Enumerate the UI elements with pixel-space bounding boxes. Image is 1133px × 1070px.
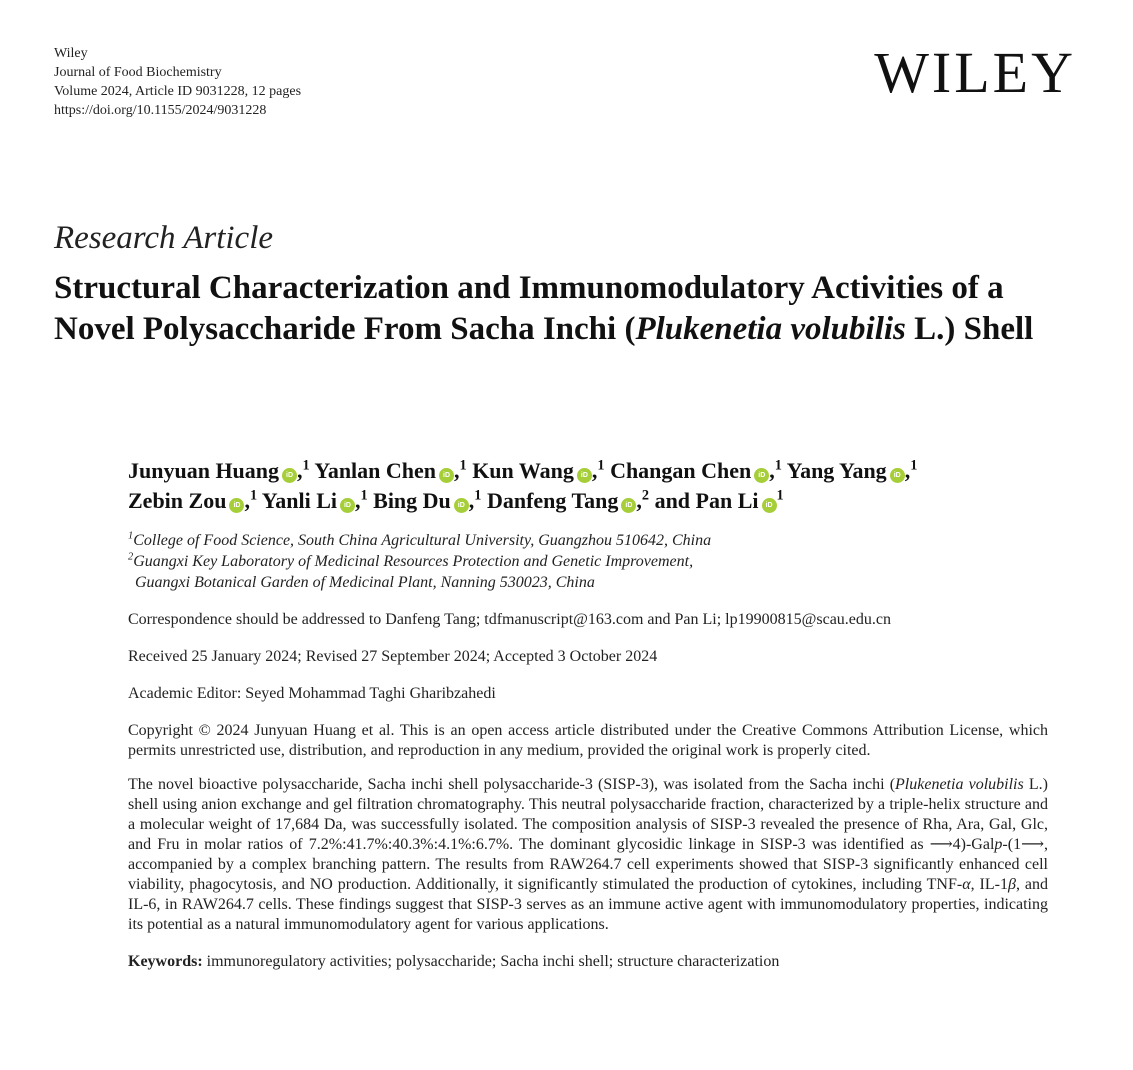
abstract-text: , and IL-6, in RAW264.7 cells. These findings suggest that SISP-3 serves as an immune active agent with immunomodulatory properties, indicating its potential as a natural immunomodulatory agent for various applications. bbox=[128, 876, 1048, 933]
article-dates: Received 25 January 2024; Revised 27 September 2024; Accepted 3 October 2024 bbox=[128, 648, 658, 665]
author-name: Pan Li bbox=[695, 488, 759, 513]
orcid-icon[interactable]: iD bbox=[621, 498, 636, 513]
publisher-name: Wiley bbox=[54, 46, 88, 61]
affiliation bbox=[128, 551, 1048, 572]
author[interactable]: Danfeng Tang iD ,$^2$ bbox=[486, 487, 650, 513]
orcid-icon[interactable]: iD bbox=[890, 468, 905, 483]
affiliation-number: 1 bbox=[128, 530, 134, 542]
author[interactable]: Yanlan Chen iD ,$^1$ bbox=[314, 457, 467, 483]
keywords bbox=[128, 952, 1048, 972]
affiliation-marker: 1 bbox=[597, 457, 605, 474]
author-list bbox=[128, 456, 1048, 516]
abstract-italic: p bbox=[994, 836, 1003, 853]
affiliation-marker: 1 bbox=[774, 457, 782, 474]
author-name: Kun Wang bbox=[472, 458, 574, 483]
correspondence: Correspondence should be addressed to Danfeng Tang; tdfmanuscript@163.com and Pan Li; lp19900815@scau.edu.cn bbox=[128, 611, 891, 628]
orcid-icon[interactable]: iD bbox=[439, 468, 454, 483]
title-part-1: Structural Characterization and Immunomodulatory Activities of a Novel Polysaccharide From Sacha Inchi ( bbox=[54, 270, 1004, 347]
orcid-icon[interactable]: iD bbox=[229, 498, 244, 513]
wiley-logo: WILEY bbox=[874, 40, 1076, 105]
author[interactable]: Bing Du iD ,$^1$ bbox=[373, 487, 482, 513]
academic-editor: Academic Editor: Seyed Mohammad Taghi Gharibzahedi bbox=[128, 685, 496, 702]
affiliation-marker: 2 bbox=[641, 487, 650, 504]
abstract-italic: Plukenetia volubilis bbox=[895, 776, 1024, 793]
author-name: Yanli Li bbox=[261, 488, 337, 513]
author-name: Yanlan Chen bbox=[314, 458, 437, 483]
author[interactable] bbox=[655, 488, 784, 513]
abstract-text: -(1⟶, accompanied by a complex branching pattern. The results from RAW264.7 cell experiments showed that SISP-3 significantly enhanced cell viability, phagocytosis, and NO production. Additionally, it significantly stimulated the production of cytokines, including TNF- bbox=[128, 836, 1048, 893]
author[interactable]: Yang Yang iD ,$^1$ bbox=[786, 457, 918, 483]
affiliation-list bbox=[128, 530, 1048, 593]
journal-name: Journal of Food Biochemistry bbox=[54, 65, 222, 80]
abstract bbox=[128, 775, 1048, 935]
front-matter bbox=[128, 456, 1048, 972]
affiliation-marker: 1 bbox=[474, 487, 482, 504]
abstract-italic: β bbox=[1007, 876, 1016, 893]
copyright-notice: Copyright © 2024 Junyuan Huang et al. This is an open access article distributed under the Creative Commons Attribution License, which permits unrestricted use, distribution, and reproduction in any medium, provided the original work is properly cited. bbox=[128, 722, 1048, 759]
affiliation-marker: 1 bbox=[910, 457, 918, 474]
journal-header bbox=[54, 44, 301, 120]
author[interactable]: Kun Wang iD ,$^1$ bbox=[472, 457, 605, 483]
affiliation-marker: 1 bbox=[459, 457, 467, 474]
keywords-text: immunoregulatory activities; polysaccharide; Sacha inchi shell; structure characterization bbox=[206, 953, 780, 970]
orcid-icon[interactable]: iD bbox=[754, 468, 769, 483]
article-type: Research Article bbox=[54, 220, 274, 256]
paper-title bbox=[54, 268, 1084, 350]
author[interactable]: Junyuan Huang iD ,$^1$ bbox=[128, 457, 310, 483]
keywords-label: Keywords: bbox=[128, 953, 203, 970]
affiliation-marker: 1 bbox=[302, 457, 310, 474]
abstract-italic: α bbox=[962, 876, 971, 893]
author-conjunction: and bbox=[654, 488, 691, 513]
author[interactable]: Changan Chen iD ,$^1$ bbox=[610, 457, 782, 483]
abstract-text: , IL-1 bbox=[970, 876, 1008, 893]
title-species: Plukenetia volubilis bbox=[635, 311, 906, 347]
orcid-icon[interactable]: iD bbox=[282, 468, 297, 483]
affiliation-marker: 1 bbox=[360, 487, 368, 504]
abstract-text: L.) shell using anion exchange and gel filtration chromatography. This neutral polysaccharide fraction, characterized by a triple-helix structure and a molecular weight of 17,684 Da, was successfully isolated. The composition analysis of SISP-3 revealed the presence of Rha, Ara, Gal, Glc, and Fru in molar ratios of 7.2%:41.7%:40.3%:4.1%:6.7%. The dominant glycosidic linkage in SISP-3 was identified as ⟶4)-Gal bbox=[128, 776, 1049, 853]
author-name: Danfeng Tang bbox=[486, 488, 619, 513]
author[interactable]: Yanli Li iD ,$^1$ bbox=[261, 487, 368, 513]
affiliation-marker: 1 bbox=[776, 487, 784, 504]
doi-link[interactable]: https://doi.org/10.1155/2024/9031228 bbox=[54, 103, 267, 118]
title-part-2: L.) Shell bbox=[905, 311, 1034, 347]
affiliation-text: Guangxi Key Laboratory of Medicinal Resources Protection and Genetic Improvement, bbox=[133, 553, 694, 570]
affiliation-number: 2 bbox=[128, 551, 134, 563]
author-name: Bing Du bbox=[373, 488, 451, 513]
affiliation-text-continued: Guangxi Botanical Garden of Medicinal Plant, Nanning 530023, China bbox=[135, 574, 595, 591]
orcid-icon[interactable]: iD bbox=[762, 498, 777, 513]
author[interactable]: Zebin Zou iD ,$^1$ bbox=[128, 487, 258, 513]
volume-info: Volume 2024, Article ID 9031228, 12 pages bbox=[54, 84, 302, 99]
affiliation bbox=[128, 530, 1048, 551]
orcid-icon[interactable]: iD bbox=[577, 468, 592, 483]
affiliation-text: College of Food Science, South China Agricultural University, Guangzhou 510642, China bbox=[133, 532, 712, 549]
abstract-text: The novel bioactive polysaccharide, Sacha inchi shell polysaccharide-3 (SISP-3), was isolated from the Sacha inchi ( bbox=[128, 776, 896, 793]
author-name: Changan Chen bbox=[610, 458, 752, 483]
affiliation-marker: 1 bbox=[249, 487, 258, 504]
orcid-icon[interactable]: iD bbox=[454, 498, 469, 513]
author-name: Junyuan Huang bbox=[128, 458, 280, 483]
orcid-icon[interactable]: iD bbox=[340, 498, 355, 513]
author-name: Yang Yang bbox=[786, 458, 887, 483]
author-name: Zebin Zou bbox=[128, 488, 227, 513]
